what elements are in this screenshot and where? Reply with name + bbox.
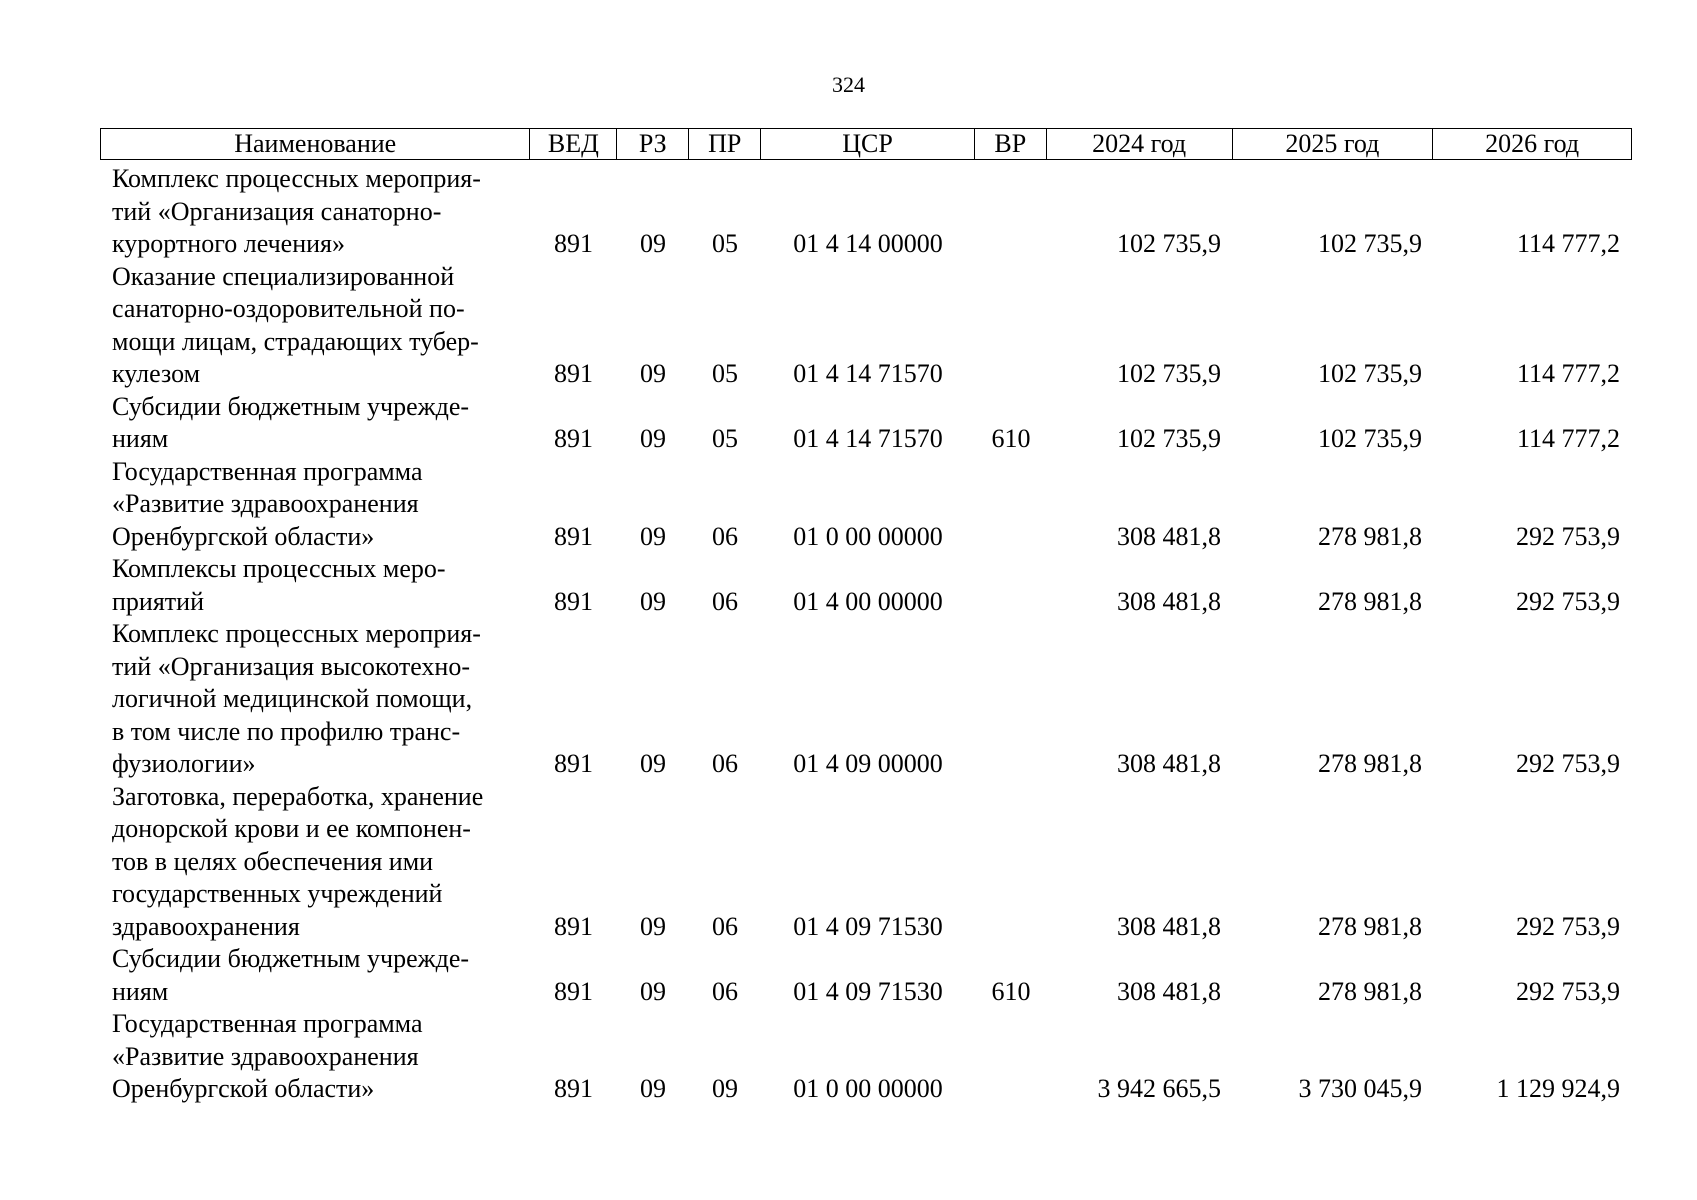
row-ved: 891 [554, 359, 593, 388]
row-amount-2024: 102 735,9 [1117, 359, 1221, 388]
row-amount-2025: 3 730 045,9 [1298, 1074, 1422, 1103]
row-name-line: Комплекс процессных мероприя- [112, 164, 481, 193]
row-name-line: Оказание специализированной [112, 261, 455, 291]
row-amount-2024: 3 942 665,5 [1097, 1074, 1221, 1103]
row-pr: 06 [712, 976, 738, 1006]
row-csr: 01 0 00 00000 [793, 521, 943, 551]
row-name-line: мощи лицам, страдающих тубер- [112, 326, 479, 356]
row-amount-2025: 102 735,9 [1318, 424, 1422, 453]
row-amount-2026: 292 753,9 [1516, 521, 1620, 551]
header-2024: 2024 год [1047, 129, 1233, 159]
row-csr: 01 4 14 00000 [793, 229, 943, 258]
row-amount-2026: 292 753,9 [1516, 586, 1620, 616]
row-amount-2025: 278 981,8 [1318, 521, 1422, 551]
row-name-line: Государственная программа [112, 1009, 423, 1038]
row-name-line: тий «Организация санаторно- [112, 196, 442, 226]
row-name-line: здравоохранения [112, 911, 300, 941]
row-csr: 01 4 14 71570 [793, 424, 943, 453]
row-rz: 09 [640, 229, 666, 258]
row-name [100, 618, 530, 781]
row-amount-2026: 292 753,9 [1516, 911, 1620, 941]
table-row [100, 391, 1632, 456]
row-csr: 01 4 00 00000 [793, 586, 943, 616]
row-pr: 09 [712, 1074, 738, 1103]
header-ved: ВЕД [530, 129, 617, 159]
row-ved: 891 [554, 229, 593, 258]
row-name-line: ниям [112, 424, 169, 453]
row-name-line: ниям [112, 976, 169, 1006]
row-name-line: донорской крови и ее компонен- [112, 814, 471, 843]
header-vr: ВР [975, 129, 1047, 159]
row-amount-2025: 278 981,8 [1318, 911, 1422, 941]
row-name-line: приятий [112, 586, 204, 616]
row-rz: 09 [640, 521, 666, 551]
header-csr: ЦСР [761, 129, 975, 159]
row-csr: 01 4 09 71530 [793, 976, 943, 1006]
table-row [100, 781, 1632, 944]
row-name-line: тов в целях обеспечения ими [112, 846, 434, 876]
row-name [100, 781, 530, 944]
row-pr: 05 [712, 424, 738, 453]
row-name [100, 456, 530, 554]
row-name-line: кулезом [112, 359, 201, 388]
row-ved: 891 [554, 749, 593, 778]
row-amount-2026: 114 777,2 [1516, 359, 1620, 388]
row-amount-2024: 308 481,8 [1117, 911, 1221, 941]
row-pr: 05 [712, 229, 738, 258]
row-amount-2026: 292 753,9 [1516, 749, 1620, 778]
table-row [100, 618, 1632, 781]
row-amount-2024: 102 735,9 [1117, 229, 1221, 258]
row-csr: 01 4 09 71530 [793, 911, 943, 941]
header-name: Наименование [101, 129, 530, 159]
row-rz: 09 [640, 424, 666, 453]
row-rz: 09 [640, 586, 666, 616]
row-csr: 01 4 14 71570 [793, 359, 943, 388]
row-name-line: Оренбургской области» [112, 1074, 375, 1103]
row-amount-2025: 102 735,9 [1318, 359, 1422, 388]
row-amount-2024: 102 735,9 [1117, 424, 1221, 453]
row-pr: 06 [712, 749, 738, 778]
row-name-line: санаторно-оздоровительной по- [112, 294, 465, 323]
row-name [100, 1008, 530, 1106]
row-name-line: Оренбургской области» [112, 521, 375, 551]
row-amount-2025: 278 981,8 [1318, 586, 1422, 616]
row-name [100, 261, 530, 391]
row-vr [975, 1073, 1047, 1106]
row-name-line: фузиологии» [112, 749, 256, 778]
row-name-line: «Развитие здравоохранения [112, 1041, 419, 1071]
table-row [100, 553, 1632, 618]
row-name-line: тий «Организация высокотехно- [112, 651, 470, 681]
row-pr: 06 [712, 911, 738, 941]
header-rz: РЗ [617, 129, 689, 159]
row-amount-2026: 114 777,2 [1516, 424, 1620, 453]
header-pr: ПР [689, 129, 761, 159]
row-amount-2025: 102 735,9 [1318, 229, 1422, 258]
row-name-line: «Развитие здравоохранения [112, 489, 419, 518]
row-name-line: логичной медицинской помощи, [112, 684, 473, 713]
row-name-line: государственных учреждений [112, 879, 443, 908]
row-rz: 09 [640, 911, 666, 941]
row-csr: 01 4 09 00000 [793, 749, 943, 778]
row-csr: 01 0 00 00000 [793, 1074, 943, 1103]
row-amount-2024: 308 481,8 [1117, 586, 1221, 616]
row-name-line: Комплекс процессных мероприя- [112, 619, 481, 648]
row-name [100, 391, 530, 456]
row-name-line: в том числе по профилю транс- [112, 716, 461, 746]
header-2026: 2026 год [1485, 129, 1580, 158]
row-pr: 06 [712, 586, 738, 616]
row-name-line: Комплексы процессных меро- [112, 554, 446, 583]
row-ved: 891 [554, 976, 593, 1006]
row-amount-2026: 1 129 924,9 [1496, 1074, 1620, 1103]
row-ved: 891 [554, 424, 593, 453]
table-row [100, 163, 1632, 261]
row-amount-2024: 308 481,8 [1117, 749, 1221, 778]
table-row [100, 1008, 1632, 1106]
row-amount-2026: 114 777,2 [1516, 229, 1620, 258]
row-vr [975, 521, 1047, 554]
row-name-line: Субсидии бюджетным учрежде- [112, 944, 470, 973]
row-amount-2024: 308 481,8 [1117, 976, 1221, 1006]
row-ved: 891 [554, 521, 593, 551]
row-rz: 09 [640, 1074, 666, 1103]
row-name-line: Государственная программа [112, 456, 423, 486]
row-pr: 06 [712, 521, 738, 551]
row-rz: 09 [640, 976, 666, 1006]
row-name [100, 943, 530, 1008]
table-header [100, 128, 1632, 160]
row-ved: 891 [554, 911, 593, 941]
row-vr [975, 586, 1047, 619]
row-ved: 891 [554, 586, 593, 616]
row-ved: 891 [554, 1074, 593, 1103]
table-body [100, 163, 1632, 1106]
row-amount-2026: 292 753,9 [1516, 976, 1620, 1006]
row-name-line: Заготовка, переработка, хранение [112, 781, 484, 811]
row-vr [975, 228, 1047, 261]
row-vr: 610 [991, 976, 1031, 1006]
row-pr: 05 [712, 359, 738, 388]
page-number: 324 [832, 72, 865, 97]
table-row [100, 261, 1632, 391]
row-name [100, 163, 530, 261]
table-row [100, 943, 1632, 1008]
header-2025: 2025 год [1233, 129, 1434, 159]
row-vr: 610 [991, 424, 1031, 453]
row-name-line: Субсидии бюджетным учрежде- [112, 391, 470, 421]
row-rz: 09 [640, 749, 666, 778]
row-name [100, 553, 530, 618]
row-vr [975, 358, 1047, 391]
row-amount-2025: 278 981,8 [1318, 749, 1422, 778]
row-name-line: курортного лечения» [112, 229, 345, 258]
row-amount-2024: 308 481,8 [1117, 521, 1221, 551]
row-rz: 09 [640, 359, 666, 388]
row-vr [975, 748, 1047, 781]
row-amount-2025: 278 981,8 [1318, 976, 1422, 1006]
row-vr [975, 911, 1047, 944]
table-row [100, 456, 1632, 554]
